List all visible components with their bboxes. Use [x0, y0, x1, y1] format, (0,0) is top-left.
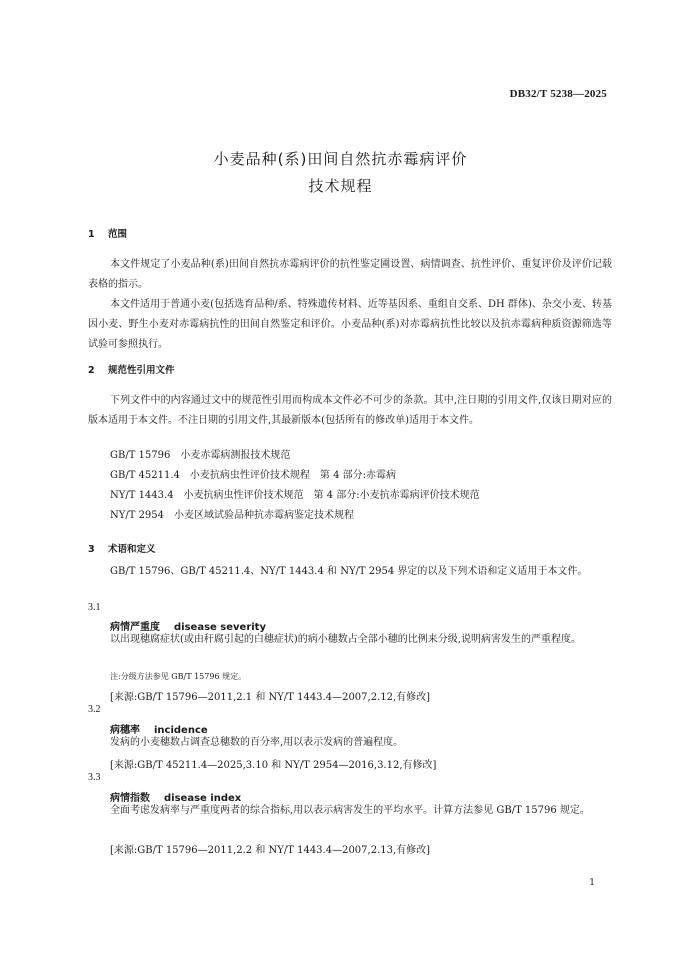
- term-source: [来源:GB/T 45211.4—2025,3.10 和 NY/T 2954—2016,3.12,有修改]: [110, 760, 437, 771]
- term-zh: 病情严重度: [110, 622, 160, 633]
- standard-code: DB32/T 5238—2025: [509, 88, 607, 100]
- terms-intro: GB/T 15796、GB/T 45211.4、NY/T 1443.4 和 NY/T 2954 界定的以及下列术语和定义适用于本文件。: [110, 566, 588, 577]
- normative-refs-intro: 下列文件中的内容通过文中的规范性引用而构成本文件必不可少的条款。其中,注日期的引用文件,仅该日期对应的版本适用于本文件。不注日期的引用文件,其最新版本(包括所有的修改单)适用于本文件。: [88, 395, 612, 426]
- document-subtitle: 技术规程: [308, 177, 373, 195]
- section-heading-normative-refs: [88, 362, 175, 376]
- reference-item: GB/T 15796 小麦赤霉病测报技术规范: [110, 450, 291, 461]
- term-en: incidence: [154, 725, 208, 736]
- term-number: 3.3: [88, 772, 101, 783]
- term-note: 注:分级方法参见 GB/T 15796 规定。: [110, 672, 247, 681]
- term-number: 3.1: [88, 602, 101, 613]
- page-number: 1: [589, 878, 595, 888]
- term-en: disease severity: [174, 622, 266, 633]
- section-number: 3: [88, 544, 95, 555]
- section-title: 范围: [108, 229, 128, 240]
- scope-paragraph-1: 本文件规定了小麦品种(系)田间自然抗赤霉病评价的抗性鉴定圃设置、病情调查、抗性评价、重复评价及评价记载表格的指示。: [88, 259, 612, 290]
- term-zh: 病情指数: [110, 793, 150, 804]
- term-source: [来源:GB/T 15796—2011,2.2 和 NY/T 1443.4—2007,2.13,有修改]: [110, 845, 431, 856]
- term-definition: 全面考虑发病率与严重度两者的综合指标,用以表示病害发生的平均水平。计算方法参见 GB/T 15796 规定。: [110, 805, 590, 816]
- term-definition: 发病的小麦穗数占调查总穗数的百分率,用以表示发病的普遍程度。: [110, 737, 404, 748]
- reference-item: NY/T 1443.4 小麦抗病虫性评价技术规范 第 4 部分:小麦抗赤霉病评价技术规范: [110, 490, 480, 501]
- reference-item: GB/T 45211.4 小麦抗病虫性评价技术规程 第 4 部分:赤霉病: [110, 470, 396, 481]
- term-definition: 以出现穗腐症状(或由秆腐引起的白穗症状)的病小穗数占全部小穗的比例来分级,说明病害发生的严重程度。: [110, 634, 581, 645]
- section-number: 2: [88, 365, 95, 376]
- section-heading-terms: [88, 541, 156, 555]
- term-zh: 病穗率: [110, 725, 140, 736]
- reference-item: NY/T 2954 小麦区域试验品种抗赤霉病鉴定技术规程: [110, 510, 355, 521]
- section-number: 1: [88, 229, 95, 240]
- scope-paragraph-2: 本文件适用于普通小麦(包括选育品种/系、特殊遗传材料、近等基因系、重组自交系、DH 群体)、杂交小麦、转基因小麦、野生小麦对赤霉病抗性的田间自然鉴定和评价。小麦品种(系)对赤霉病抗性比较以及抗赤霉病种质资源筛选等试验可参照执行。: [88, 299, 612, 350]
- section-title: 规范性引用文件: [108, 365, 175, 376]
- term-en: disease index: [164, 793, 242, 804]
- term-number: 3.2: [88, 704, 101, 715]
- section-title: 术语和定义: [108, 544, 156, 555]
- term-source: [来源:GB/T 15796—2011,2.1 和 NY/T 1443.4—2007,2.12,有修改]: [110, 692, 431, 703]
- section-heading-scope: [88, 226, 127, 240]
- document-title: 小麦品种(系)田间自然抗赤霉病评价: [213, 150, 468, 168]
